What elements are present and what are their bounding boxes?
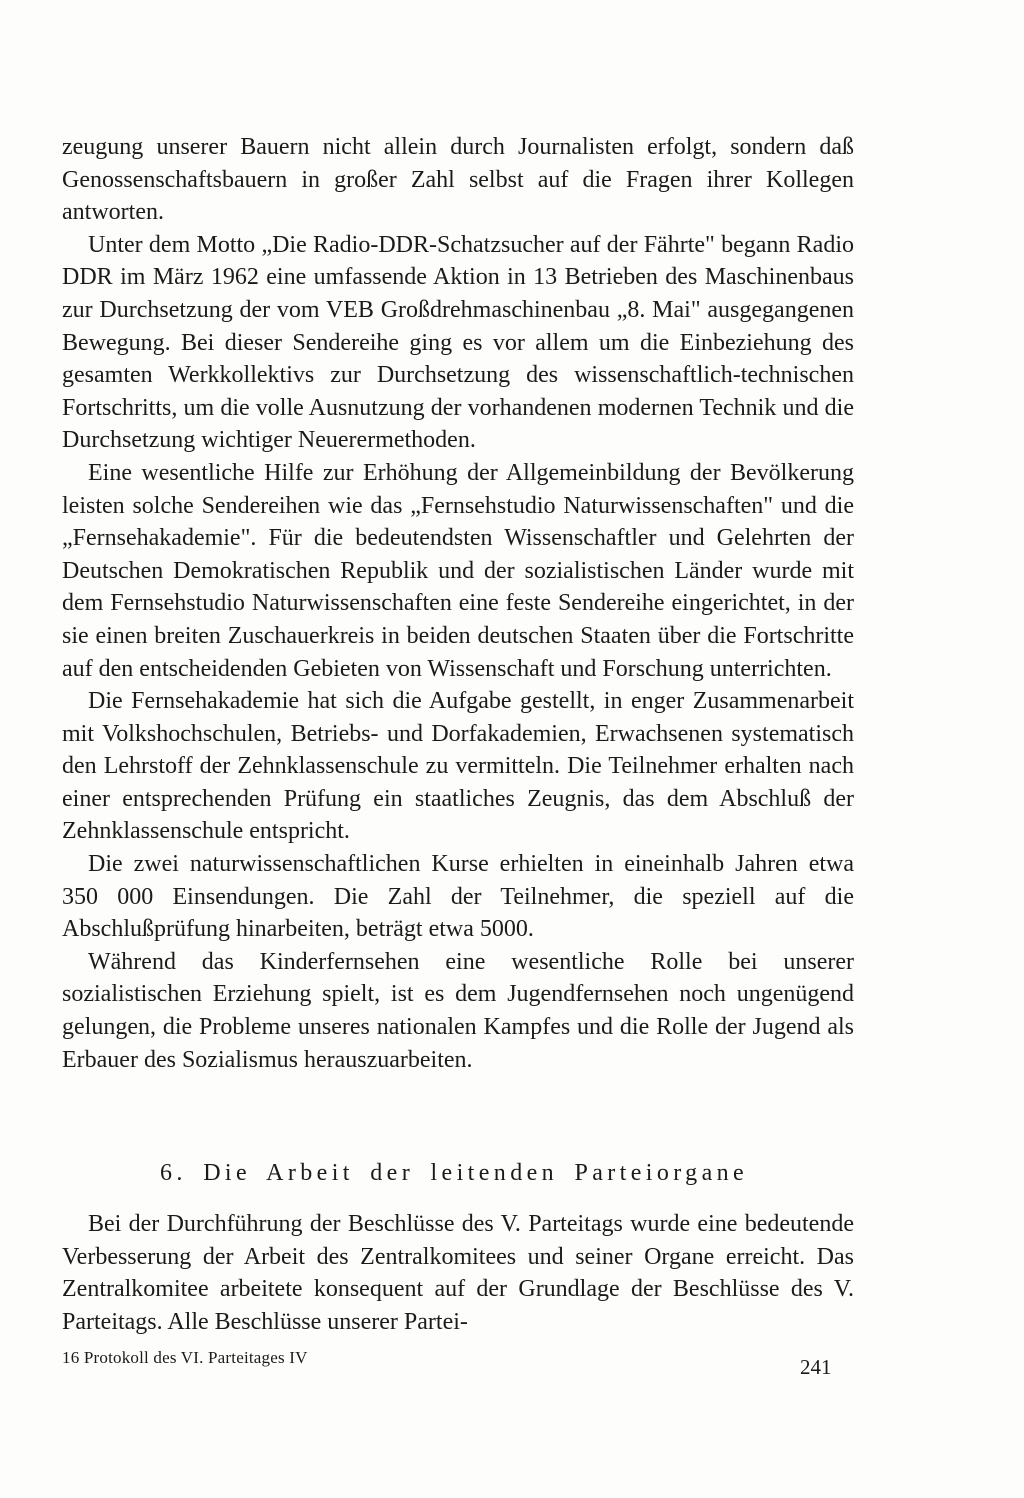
paragraph-2: Unter dem Motto „Die Radio-DDR-Schatzsucher auf der Fährte" begann Radio DDR im März 1962 eine umfassende Aktion in 13 Betrieben des Maschinenbaus zur Durchsetzung der vom VEB Großdrehmaschinenbau „8. Mai" ausgegangenen Bewegung. Bei dieser Sendereihe ging es vor allem um die Einbeziehung des gesamten Werkkollektivs zur Durchsetzung des wissenschaftlich-technischen Fortschritts, um die volle Ausnutzung der vorhandenen modernen Technik und die Durchsetzung wichtiger Neuerermethoden. [62, 231, 854, 454]
section-paragraph: Bei der Durchführung der Beschlüsse des V. Parteitags wurde eine bedeutende Verbesserung der Arbeit des Zentralkomitees und seiner Organe erreicht. Das Zentralkomitee arbeitete konsequent auf der Grundlage der Beschlüsse des V. Parteitags. Alle Beschlüsse unserer Partei- [62, 1211, 854, 1335]
footer-signature: 16 Protokoll des VI. Parteitages IV [62, 1348, 308, 1367]
paragraph-6: Während das Kinderfernsehen eine wesentliche Rolle bei unserer sozialistischen Erziehung spielt, ist es dem Jugendfernsehen noch ungenügend gelungen, die Probleme unseres nationalen Kampfes und die Rolle der Jugend als Erbauer des Sozialismus herauszuarbeiten. [62, 948, 854, 1073]
section-body-text [62, 1208, 854, 1338]
paragraph-3: Eine wesentliche Hilfe zur Erhöhung der Allgemeinbildung der Bevölkerung leisten solche Sendereihen wie das „Fernsehstudio Naturwissenschaften" und die „Fernsehakademie". Für die bedeutendsten Wissenschaftler und Gelehrten der Deutschen Demokratischen Republik und der sozialistischen Länder wurde mit dem Fernsehstudio Naturwissenschaften eine feste Sendereihe eingerichtet, in der sie einen breiten Zuschauerkreis in beiden deutschen Staaten über die Fortschritte auf den entscheidenden Gebieten von Wissenschaft und Forschung unterrichten. [62, 459, 854, 682]
body-text [62, 131, 854, 1076]
page-number: 241 [800, 1355, 832, 1379]
paragraph-1: zeugung unserer Bauern nicht allein durch Journalisten erfolgt, sondern daß Genossenschaftsbauern in großer Zahl selbst auf die Fragen ihrer Kollegen antworten. [62, 134, 854, 226]
paragraph-4: Die Fernsehakademie hat sich die Aufgabe gestellt, in enger Zusammenarbeit mit Volkshochschulen, Betriebs- und Dorfakademien, Erwachsenen systematisch den Lehrstoff der Zehnklassenschule zu vermitteln. Die Teilnehmer erhalten nach einer entsprechenden Prüfung ein staatliches Zeugnis, das dem Abschluß der Zehnklassenschule entspricht. [62, 688, 854, 845]
section-heading: 6. Die Arbeit der leitenden Parteiorgane [160, 1160, 749, 1186]
paragraph-5: Die zwei naturwissenschaftlichen Kurse erhielten in eineinhalb Jahren etwa 350 000 Einsendungen. Die Zahl der Teilnehmer, die speziell auf die Abschlußprüfung hinarbeiten, beträgt etwa 5000. [62, 851, 854, 943]
